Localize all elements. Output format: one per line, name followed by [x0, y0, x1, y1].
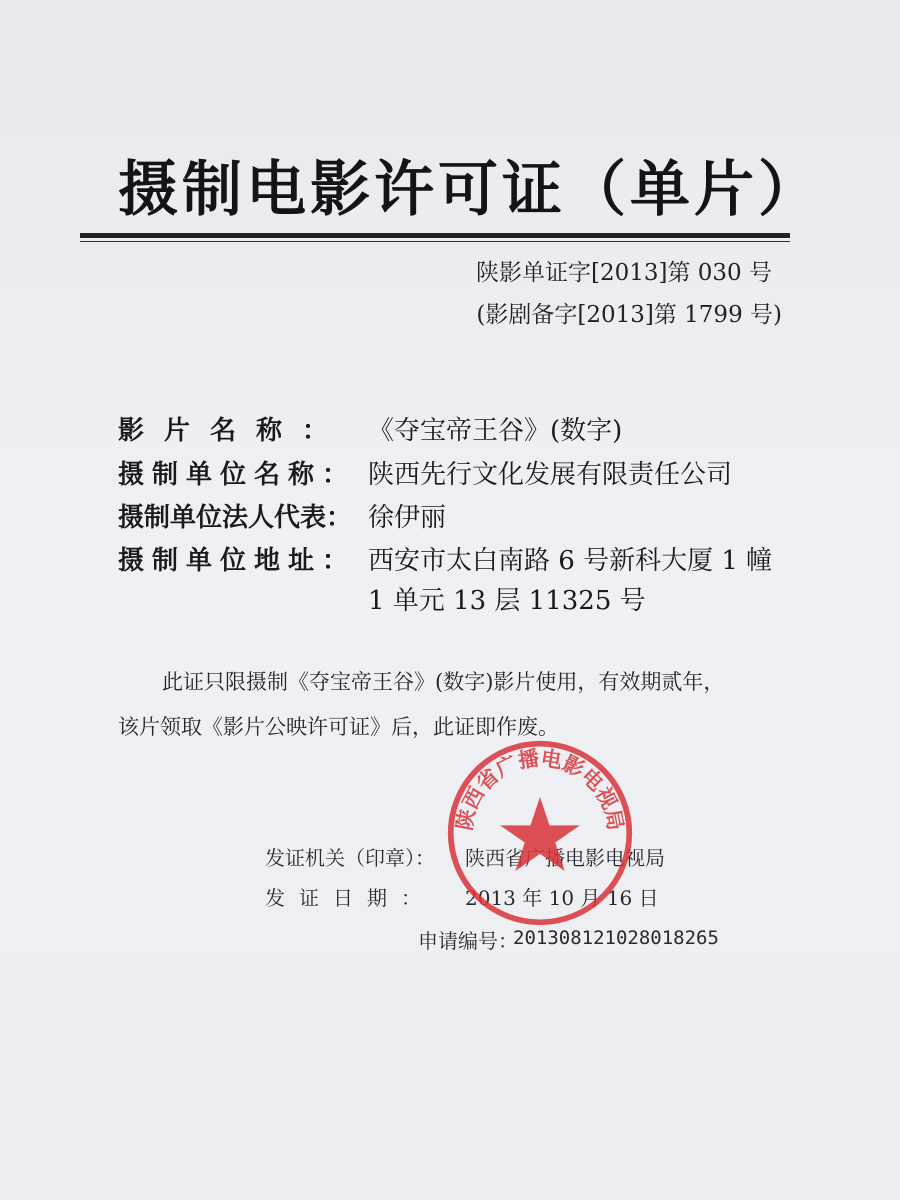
address-value-line1: 西安市太白南路 6 号新科大厦 1 幢 [368, 546, 773, 576]
doc-number: 陕影单证字[2013]第 030 号 [475, 260, 772, 286]
producer-label: 摄制单位名称： [118, 460, 357, 490]
document-title: 摄制电影许可证（单片） [118, 155, 822, 225]
producer-value: 陕西先行文化发展有限责任公司 [368, 460, 733, 490]
issue-date-value: 2013 年 10 月 16 日 [465, 886, 659, 910]
title-divider-thin [80, 241, 790, 242]
application-number-value: 201308121028018265 [513, 927, 719, 949]
legal-rep-label: 摄制单位法人代表： [118, 503, 353, 533]
film-name-label: 影片名称： [118, 416, 349, 446]
issuer-label: 发证机关（印章）： [265, 846, 435, 870]
title-divider-thick [80, 233, 790, 238]
issue-date-label: 发证日期： [265, 886, 435, 910]
legal-rep-value: 徐伊丽 [368, 503, 447, 533]
address-label: 摄制单位地址： [118, 546, 357, 576]
seal-text: 陕西省广播电影电视局 [452, 746, 628, 833]
notice-line-2: 该片领取《影片公映许可证》后，此证即作废。 [118, 715, 559, 739]
official-seal [445, 738, 635, 928]
application-number-label: 申请编号： [418, 929, 518, 953]
film-name-value: 《夺宝帝王谷》(数字) [368, 416, 623, 446]
issuer-value: 陕西省广播电影电视局 [465, 846, 665, 870]
address-value-line2: 1 单元 13 层 11325 号 [368, 586, 646, 616]
star-icon [500, 797, 580, 871]
notice-line-1: 此证只限摄制《夺宝帝王谷》(数字)影片使用，有效期贰年， [162, 670, 725, 694]
record-number: (影剧备字[2013]第 1799 号) [476, 302, 782, 328]
